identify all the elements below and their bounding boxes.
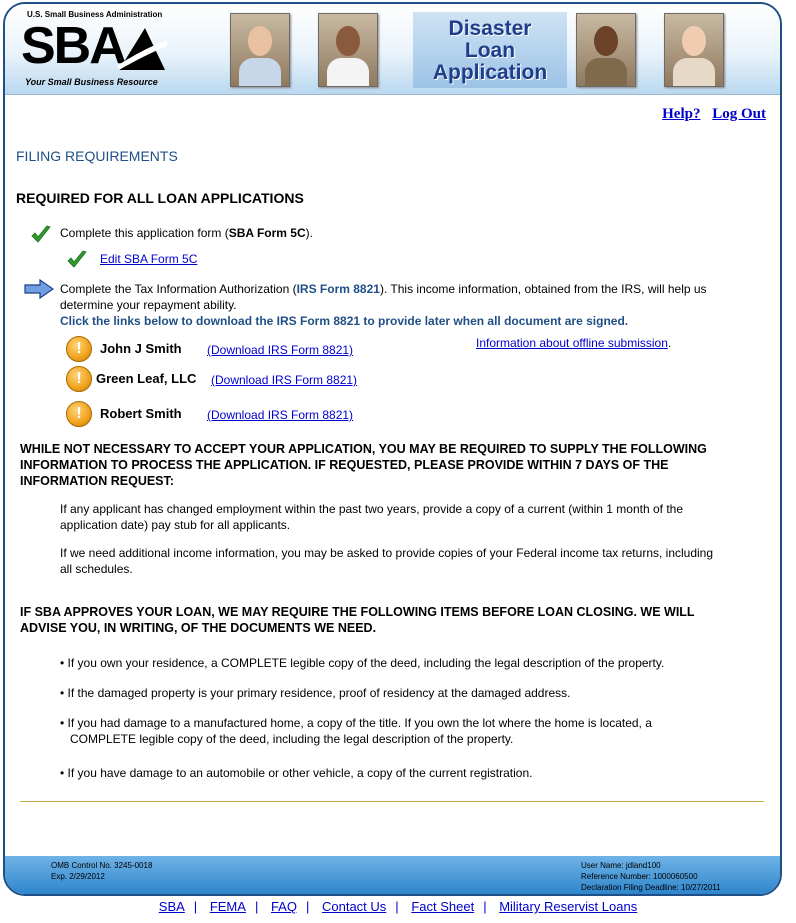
optional-p2-line2: all schedules. (60, 562, 133, 576)
offline-suffix: . (667, 336, 672, 350)
item2-prefix: Complete the Tax Information Authorization ( (60, 282, 297, 296)
bottom-nav (0, 899, 796, 914)
required-title: REQUIRED FOR ALL LOAN APPLICATIONS (16, 190, 304, 206)
item2-suffix: ). This income information, obtained from the IRS, will help us (379, 282, 707, 296)
banner-line-3: Application (432, 61, 548, 84)
filing-deadline: Declaration Filing Deadline: 10/27/2011 (581, 883, 721, 892)
photo-man-glasses (230, 13, 290, 87)
banner-line-2: Loan (464, 39, 516, 62)
optional-p1-line2: application date) pay stub for all applicants. (60, 518, 291, 532)
banner-line-1: Disaster (448, 17, 532, 40)
logout-link[interactable]: Log Out (712, 106, 766, 122)
nav-separator: | (193, 899, 198, 914)
footer-omb (51, 860, 152, 882)
item2-line1 (60, 281, 770, 297)
edit-sba-form-link[interactable]: Edit SBA Form 5C (100, 252, 198, 266)
item1-bold: SBA Form 5C (228, 226, 306, 240)
nav-separator: | (395, 899, 399, 914)
optional-info-heading (20, 441, 770, 489)
item2-line2: determine your repayment ability. (60, 298, 237, 312)
photo-man-smiling (576, 13, 636, 87)
footer-bar (5, 856, 780, 894)
check-icon (30, 224, 52, 246)
item-sba-form (60, 225, 313, 241)
applicant-name: John J Smith (100, 341, 182, 356)
download-irs-form-link[interactable]: (Download IRS Form 8821) (207, 408, 354, 422)
nav-contact-link[interactable]: Contact Us (321, 899, 387, 914)
nav-faq-link[interactable]: FAQ (270, 899, 297, 914)
disaster-loan-banner (413, 12, 567, 88)
nav-separator: | (305, 899, 310, 914)
nav-military-link[interactable]: Military Reservist Loans (499, 899, 638, 914)
optional-p1-line1: If any applicant has changed employment within the past two years, provide a copy of a current (within 1 month of the (60, 502, 684, 516)
approval-head-line2: ADVISE YOU, IN WRITING, OF THE DOCUMENTS WE NEED. (20, 621, 377, 635)
agency-name: U.S. Small Business Administration (27, 10, 163, 19)
header (5, 4, 780, 95)
item-irs-form (60, 281, 770, 329)
list-item: • If you had damage to a manufactured home, a copy of the title. If you own the lot where the home is located, a COMPLETE legible copy of the deed, including the legal description of the property. (60, 715, 772, 747)
bullet-text: If you had damage to a manufactured home, a copy of the title. If you own the lot where the home is located, a (67, 716, 652, 730)
applicant-name: Robert Smith (100, 406, 182, 421)
sba-logo: SBA (21, 17, 125, 75)
page-title: FILING REQUIREMENTS (16, 148, 178, 164)
optional-p2-line1: If we need additional income information, you may be asked to provide copies of your Federal income tax returns, including (60, 546, 714, 560)
user-name: User Name: jdland100 (581, 861, 661, 870)
check-icon (66, 249, 88, 271)
approval-head-line1: IF SBA APPROVES YOUR LOAN, WE MAY REQUIRE THE FOLLOWING ITEMS BEFORE LOAN CLOSING. WE WILL (20, 605, 695, 619)
logo-swoosh-icon (117, 26, 167, 72)
nav-separator: | (483, 899, 487, 914)
optional-head-line2: INFORMATION TO PROCESS THE APPLICATION. IF REQUESTED, PLEASE PROVIDE WITHIN 7 DAYS OF THE (20, 458, 669, 472)
logo-tagline: Your Small Business Resource (25, 77, 158, 87)
omb-control: OMB Control No. 3245-0018 (51, 861, 153, 870)
nav-factsheet-link[interactable]: Fact Sheet (411, 899, 475, 914)
optional-head-line1: WHILE NOT NECESSARY TO ACCEPT YOUR APPLICATION, YOU MAY BE REQUIRED TO SUPPLY THE FOLLOWING (20, 442, 707, 456)
photo-woman-chef (318, 13, 378, 87)
omb-expiration: Exp. 2/29/2012 (51, 872, 105, 881)
item1-prefix: Complete this application form ( (60, 226, 229, 240)
list-item: • If the damaged property is your primary residence, proof of residency at the damaged address. (60, 686, 571, 700)
top-links (654, 106, 766, 123)
optional-paragraph-tax-returns (60, 545, 772, 577)
approval-heading (20, 604, 770, 636)
warning-icon: ! (66, 401, 92, 427)
item2-bold: IRS Form 8821 (296, 282, 380, 296)
help-link[interactable]: Help? (662, 106, 701, 122)
warning-icon: ! (66, 366, 92, 392)
photo-woman (664, 13, 724, 87)
nav-separator: | (254, 899, 259, 914)
nav-fema-link[interactable]: FEMA (209, 899, 246, 914)
download-irs-form-link[interactable]: (Download IRS Form 8821) (207, 343, 354, 357)
list-item: • If you own your residence, a COMPLETE legible copy of the deed, including the legal description of the property. (60, 656, 665, 670)
list-item: • If you have damage to an automobile or other vehicle, a copy of the current registration. (60, 766, 533, 780)
item1-suffix: ). (305, 226, 313, 240)
optional-paragraph-employment (60, 501, 772, 533)
download-instruction: Click the links below to download the IRS Form 8821 to provide later when all document are signed. (60, 314, 629, 328)
bullet-text-cont: COMPLETE legible copy of the deed, including the legal description of the property. (70, 732, 514, 746)
footer-user-info (581, 860, 721, 893)
applicant-name: Green Leaf, LLC (96, 371, 197, 386)
reference-number: Reference Number: 1000060500 (581, 872, 698, 881)
download-irs-form-link[interactable]: (Download IRS Form 8821) (211, 373, 358, 387)
bullet-text: If you have damage to an automobile or other vehicle, a copy of the current registration. (67, 766, 533, 780)
offline-submission-link[interactable]: Information about offline submission (476, 336, 668, 350)
optional-head-line3: INFORMATION REQUEST: (20, 474, 174, 488)
bullet-text: If you own your residence, a COMPLETE legible copy of the deed, including the legal description of the property. (67, 656, 665, 670)
warning-icon: ! (66, 336, 92, 362)
bullet-text: If the damaged property is your primary residence, proof of residency at the damaged address. (67, 686, 571, 700)
offline-info (476, 335, 671, 351)
divider (20, 801, 764, 802)
arrow-right-icon (24, 279, 54, 299)
nav-sba-link[interactable]: SBA (158, 899, 185, 914)
